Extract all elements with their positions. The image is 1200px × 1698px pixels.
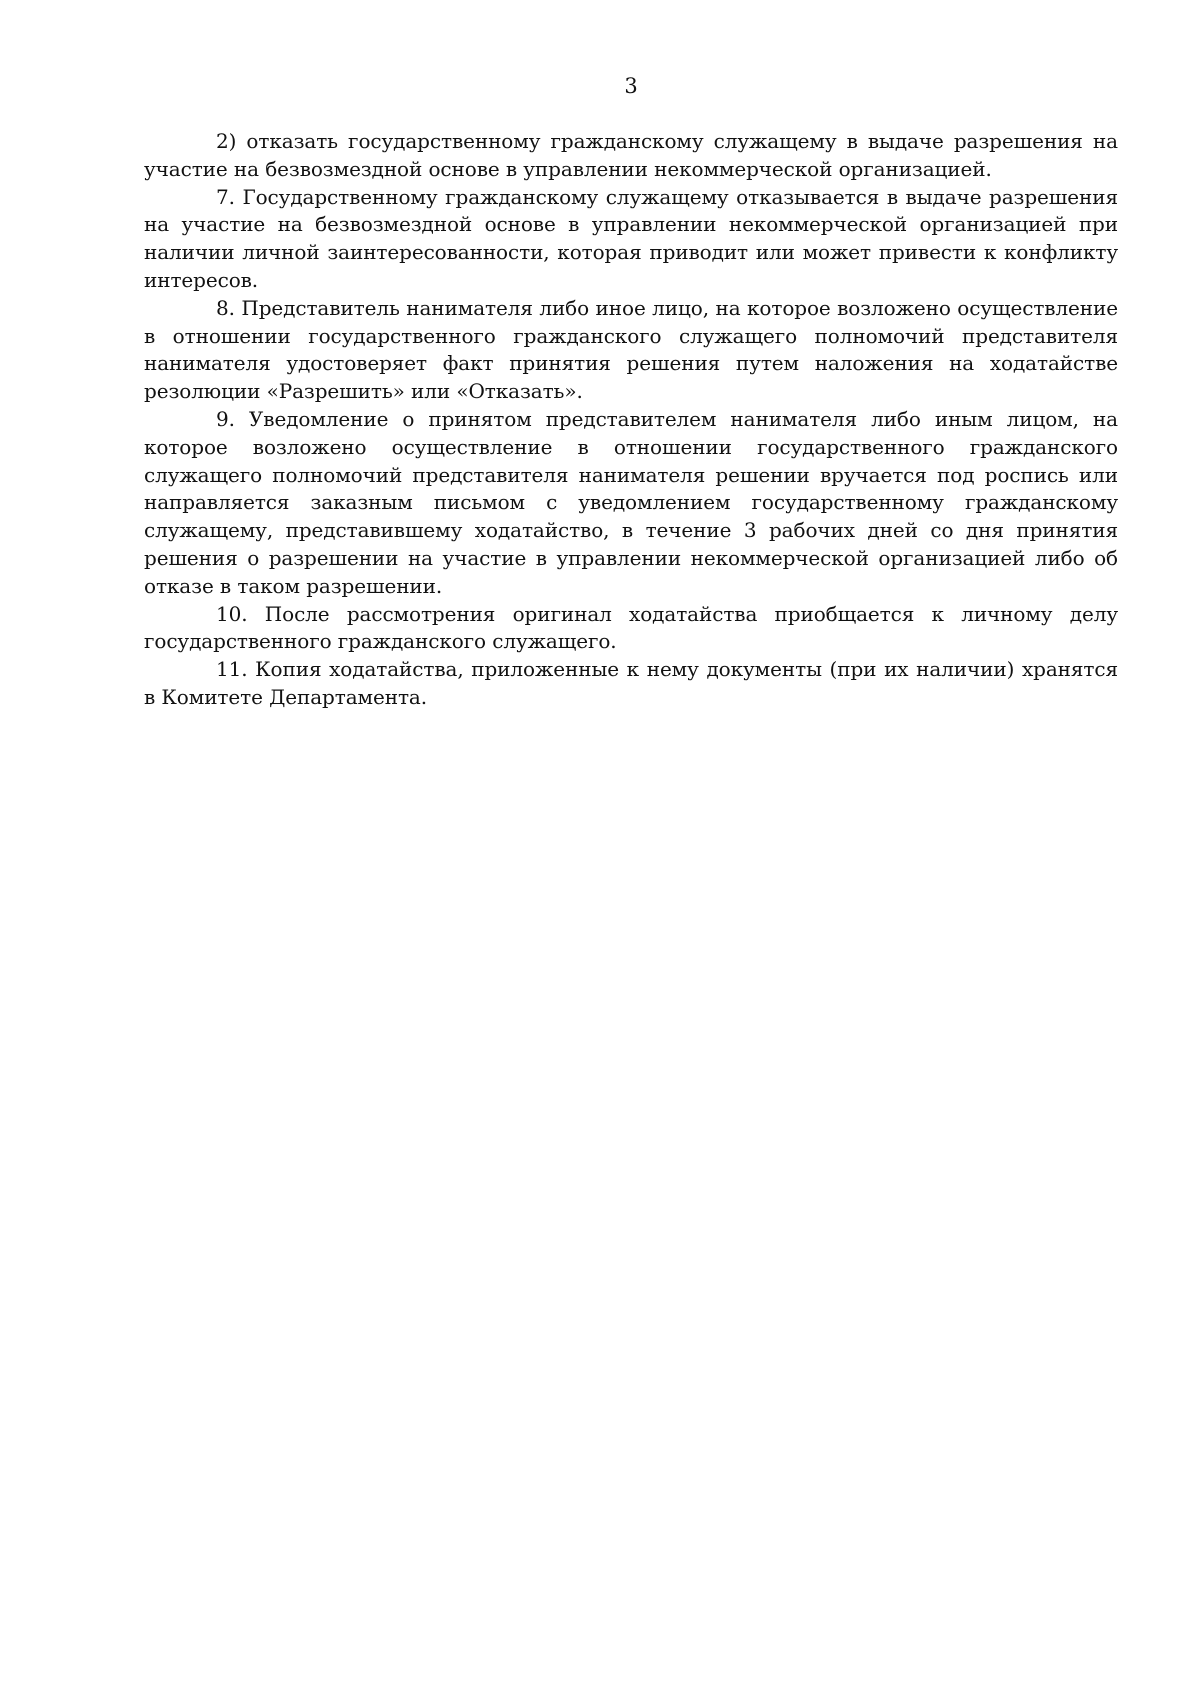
paragraph-item-2: 2) отказать государственному гражданскому служащему в выдаче разрешения на участие на безвозмездной основе в управлении некоммерческой организацией.	[144, 129, 1118, 181]
paragraph-clause-10: 10. После рассмотрения оригинал ходатайства приобщается к личному делу государственного гражданского служащего.	[144, 601, 1118, 654]
paragraph-clause-7: 7. Государственному гражданскому служащему отказывается в выдаче разрешения на участие на безвозмездной основе в управлении некоммерческой организацией при наличии личной заинтересованности, которая приводит или может привести к конфликту интересов.	[144, 184, 1118, 292]
document-body	[144, 128, 1118, 712]
paragraph-clause-8: 8. Представитель нанимателя либо иное лицо, на которое возложено осуществление в отношении государственного гражданского служащего полномочий представителя нанимателя удостоверяет факт принятия решения путем наложения на ходатайстве резолюции «Разрешить» или «Отказать».	[144, 295, 1118, 404]
paragraph-clause-9: 9. Уведомление о принятом представителем нанимателя либо иным лицом, на которое возложено осуществление в отношении государственного гражданского служащего полномочий представителя нанимателя решении вручается под роспись или направляется заказным письмом с уведомлением государственному гражданскому служащему, представившему ходатайство, в течение 3 рабочих дней со дня принятия решения о разрешении на участие в управлении некоммерческой организацией либо об отказе в таком разрешении.	[144, 406, 1118, 598]
paragraph-clause-11: 11. Копия ходатайства, приложенные к нему документы (при их наличии) хранятся в Комитете Департамента.	[144, 657, 1118, 709]
page-number: 3	[624, 74, 638, 98]
